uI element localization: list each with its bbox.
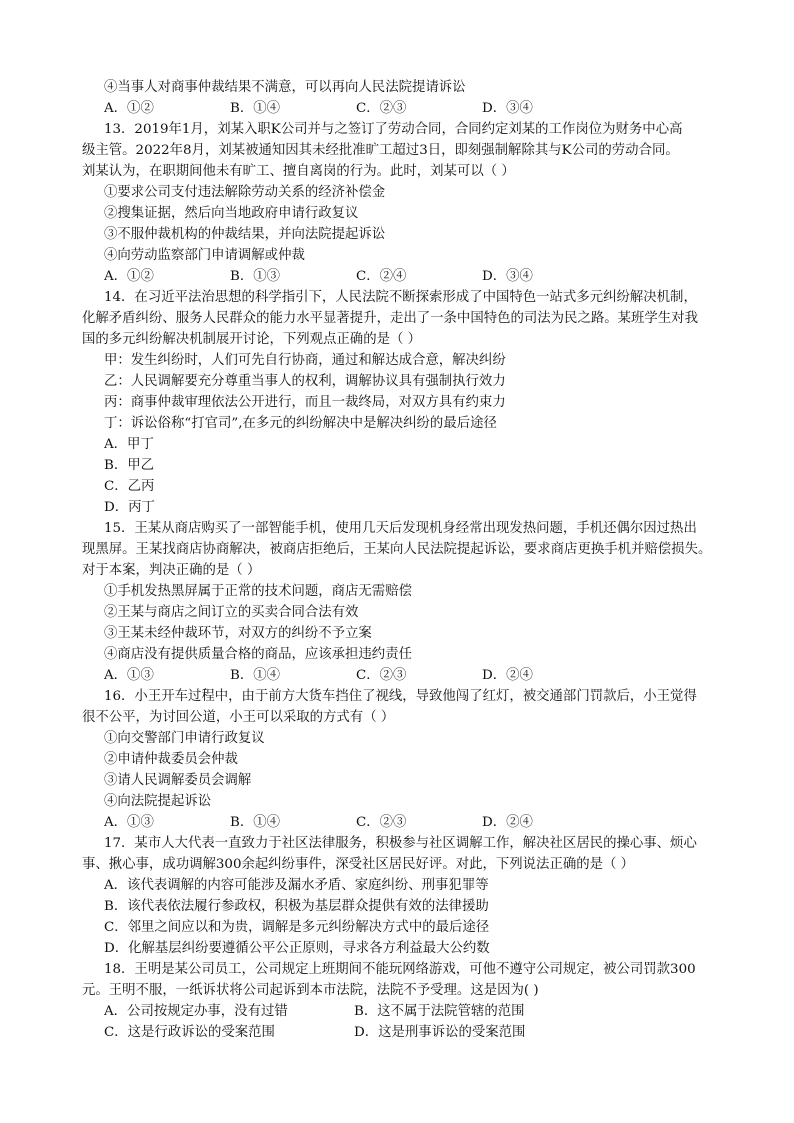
option-d: D．③④	[482, 101, 533, 116]
statement: ④当事人对商事仲裁结果不满意，可以再向人民法院提请诉讼	[104, 80, 466, 95]
option-c: C．乙丙	[104, 479, 155, 494]
option-b: B．①④	[230, 815, 281, 830]
answer-options	[104, 434, 704, 518]
statement-4: ④向劳动监察部门申请调解或仲裁	[104, 248, 305, 263]
question-stem-line: 16．小王开车过程中，由于前方大货车挡住了视线，导致他闯了红灯，被交通部门罚款后，小王觉得	[104, 689, 697, 704]
statement-jia: 甲：发生纠纷时，人们可先自行协商，通过和解达成合意，解决纠纷	[104, 353, 506, 368]
statement-4: ④商店没有提供质量合格的商品，应该承担违约责任	[104, 647, 412, 662]
statement-ding: 丁：诉讼俗称“打官司”,在多元的纠纷解决中是解决纠纷的最后途径	[104, 416, 497, 431]
option-a: A．①②	[104, 101, 154, 116]
question-13	[82, 119, 704, 287]
option-d: D．丙丁	[104, 500, 155, 515]
answer-options-row-1	[104, 1001, 704, 1022]
statement-3: ③不服仲裁机构的仲裁结果，并向法院提起诉讼	[104, 227, 386, 242]
question-stem-line: 元。王明不服，一纸诉状将公司起诉到本市法院，法院不予受理。这是因为( )	[82, 983, 539, 998]
option-c: C．②③	[356, 668, 407, 683]
question-stem-line: 刘某认为，在职期间他未有旷工、擅自离岗的行为。此时，刘某可以（ ）	[82, 164, 515, 179]
statement-2: ②王某与商店之间订立的买卖合同合法有效	[104, 605, 359, 620]
option-a: A．该代表调解的内容可能涉及漏水矛盾、家庭纠纷、刑事犯罪等	[104, 878, 489, 893]
answer-options-row-2	[104, 1022, 704, 1043]
option-c: C．②③	[356, 815, 407, 830]
question-stem-line: 15．王某从商店购买了一部智能手机，使用几天后发现机身经常出现发热问题，手机还偶尔因过热出	[104, 521, 697, 536]
option-d: D．②④	[482, 815, 533, 830]
statement-1: ①要求公司支付违法解除劳动关系的经济补偿金	[104, 185, 386, 200]
statement-4: ④向法院提起诉讼	[104, 794, 212, 809]
statement-yi: 乙：人民调解要充分尊重当事人的权利，调解协议具有强制执行效力	[104, 374, 506, 389]
question-stem-line: 18．王明是某公司员工，公司规定上班期间不能玩网络游戏，可他不遵守公司规定，被公司罚款300	[104, 962, 696, 977]
question-stem-line: 对于本案，判决正确的是（ ）	[82, 563, 261, 578]
option-c: C．②④	[356, 269, 407, 284]
option-c: C．邻里之间应以和为贵，调解是多元纠纷解决方式中的最后途径	[104, 920, 490, 935]
question-14	[82, 287, 704, 518]
answer-options	[104, 266, 704, 287]
question-18	[82, 959, 704, 1043]
option-d: D．③④	[482, 269, 533, 284]
question-stem-line: 化解矛盾纠纷、服务人民群众的能力水平显著提升，走出了一条中国特色的司法为民之路。某班学生对我	[82, 311, 698, 326]
answer-options	[104, 665, 704, 686]
option-b: B．①④	[230, 101, 281, 116]
option-b: B．①④	[230, 668, 281, 683]
statement-2: ②搜集证据，然后向当地政府申请行政复议	[104, 206, 359, 221]
question-15	[82, 518, 712, 686]
option-b: B．该代表依法履行参政权，积极为基层群众提供有效的法律援助	[104, 899, 489, 914]
answer-options	[104, 875, 704, 959]
option-c: C．这是行政诉讼的受案范围	[104, 1025, 275, 1040]
question-stem-line: 14．在习近平法治思想的科学指引下，人民法院不断探索形成了中国特色一站式多元纠纷解决机制，	[104, 290, 697, 305]
option-b: B．甲乙	[104, 458, 155, 473]
question-stem-line: 17．某市人大代表一直致力于社区法律服务，积极参与社区调解工作，解决社区居民的操心事、烦心	[104, 836, 697, 851]
option-d: D．化解基层纠纷要遵循公平公正原则，寻求各方利益最大公约数	[104, 941, 490, 956]
question-stem-line: 现黑屏。王某找商店协商解决，被商店拒绝后，王某向人民法院提起诉讼，要求商店更换手机并赔偿损失。	[82, 542, 712, 557]
option-d: D．②④	[482, 668, 533, 683]
statement-1: ①向交警部门申请行政复议	[104, 731, 265, 746]
question-stem-line: 13．2019年1月，刘某入职K公司并与之签订了劳动合同，合同约定刘某的工作岗位为财务中心高	[104, 122, 683, 137]
option-b: B．①③	[230, 269, 281, 284]
question-12-fragment	[104, 77, 704, 119]
page-content	[82, 77, 712, 1043]
answer-options	[104, 812, 704, 833]
option-c: C．②③	[356, 101, 407, 116]
question-stem-line: 级主管。2022年8月，刘某被通知因其未经批准旷工超过3日，即刻强制解除其与K公司的劳动合同。	[82, 143, 679, 158]
statement-3: ③王某未经仲裁环节，对双方的纠纷不予立案	[104, 626, 372, 641]
statement-bing: 丙：商事仲裁审理依法公开进行，而且一裁终局，对双方具有约束力	[104, 395, 506, 410]
statement-1: ①手机发热黑屏属于正常的技术问题，商店无需赔偿	[104, 584, 412, 599]
option-a: A．①③	[104, 815, 154, 830]
option-a: A．甲丁	[104, 437, 154, 452]
option-a: A．公司按规定办事，没有过错	[104, 1004, 288, 1019]
statement-2: ②申请仲裁委员会仲裁	[104, 752, 238, 767]
question-16	[82, 686, 704, 833]
option-a: A．①③	[104, 668, 154, 683]
question-17	[82, 833, 704, 959]
question-stem-line: 国的多元纠纷解决机制展开讨论，下列观点正确的是（ ）	[82, 332, 422, 347]
answer-options	[104, 98, 704, 119]
option-b: B．这不属于法院管辖的范围	[354, 1004, 525, 1019]
statement-3: ③请人民调解委员会调解	[104, 773, 252, 788]
option-a: A．①②	[104, 269, 154, 284]
question-stem-line: 很不公平，为讨回公道，小王可以采取的方式有（ ）	[82, 710, 395, 725]
option-d: D．这是刑事诉讼的受案范围	[354, 1025, 526, 1040]
question-stem-line: 事、揪心事，成功调解300余起纠纷事件，深受社区居民好评。对此，下列说法正确的是（ ）	[82, 857, 635, 872]
